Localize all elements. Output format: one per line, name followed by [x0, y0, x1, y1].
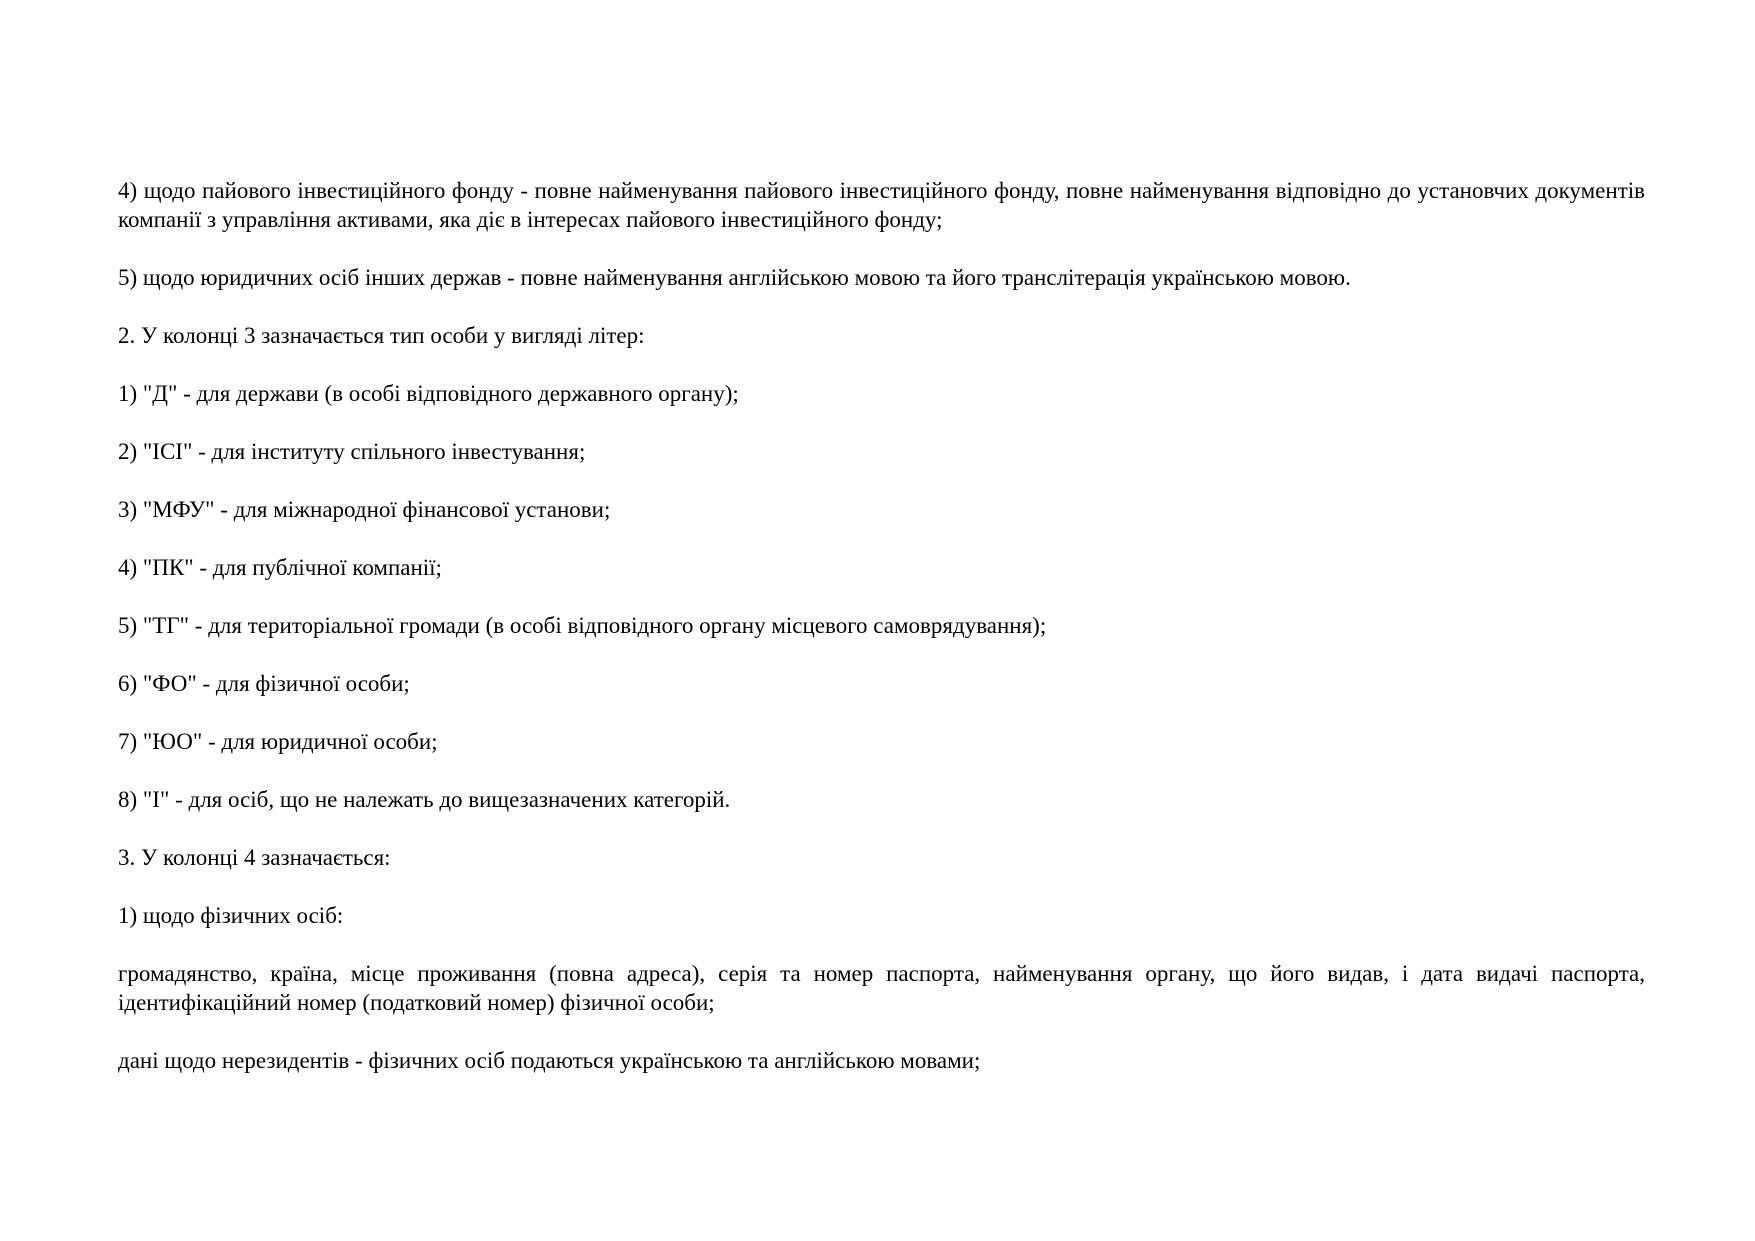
document-body — [118, 176, 1645, 1104]
paragraph-type-pk: 4) "ПК" - для публічної компанії; — [118, 555, 442, 580]
paragraph-individuals-details: громадянство, країна, місце проживання (повна адреса), серія та номер паспорта, найменування органу, що його видав, і дата видачі паспорта, ідентифікаційний номер (податковий номер) фізичної особи; — [118, 961, 1645, 1015]
paragraph-individuals-heading: 1) щодо фізичних осіб: — [118, 903, 344, 928]
paragraph-item-5-foreign-entities: 5) щодо юридичних осіб інших держав - повне найменування англійською мовою та його транслітерація українською мовою. — [118, 265, 1351, 290]
paragraph-type-fo: 6) "ФО" - для фізичної особи; — [118, 671, 410, 696]
paragraph-type-mfu: 3) "МФУ" - для міжнародної фінансової установи; — [118, 497, 611, 522]
paragraph-type-i: 8) "І" - для осіб, що не належать до вищезазначених категорій. — [118, 787, 731, 812]
paragraph-type-isi: 2) "ІСІ" - для інституту спільного інвестування; — [118, 439, 586, 464]
paragraph-type-yuo: 7) "ЮО" - для юридичної особи; — [118, 729, 438, 754]
paragraph-nonresidents: дані щодо нерезидентів - фізичних осіб подаються українською та англійською мовами; — [118, 1048, 981, 1073]
paragraph-type-d: 1) "Д" - для держави (в особі відповідного державного органу); — [118, 381, 739, 406]
paragraph-section-2: 2. У колонці 3 зазначається тип особи у вигляді літер: — [118, 323, 645, 348]
paragraph-type-tg: 5) "ТГ" - для територіальної громади (в особі відповідного органу місцевого самоврядування); — [118, 613, 1047, 638]
paragraph-section-3: 3. У колонці 4 зазначається: — [118, 845, 391, 870]
paragraph-item-4-unit-fund: 4) щодо пайового інвестиційного фонду - повне найменування пайового інвестиційного фонду, повне найменування відповідно до установчих документів компанії з управління активами, яка діє в інтересах пайового інвестиційного фонду; — [118, 178, 1645, 232]
